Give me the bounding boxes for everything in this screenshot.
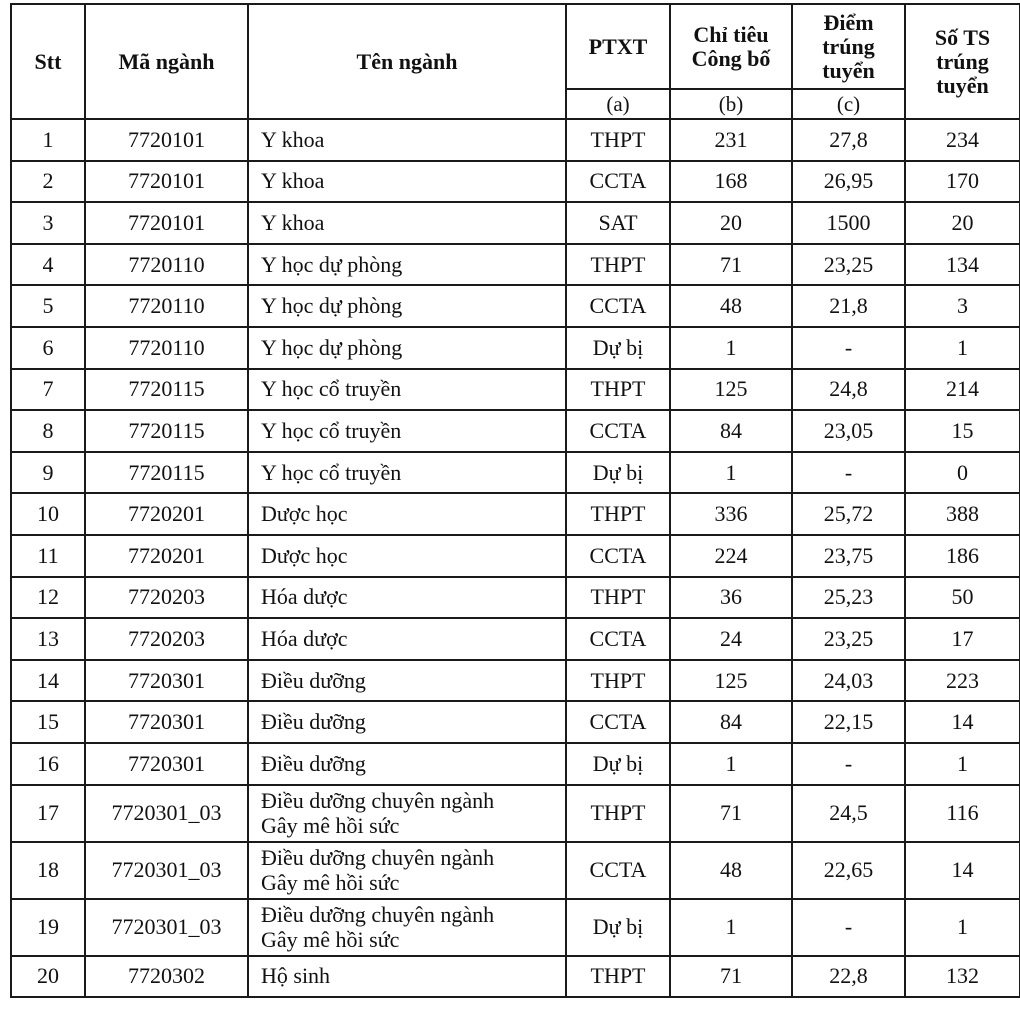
table-row bbox=[11, 743, 1020, 785]
cell-ten-nganh-line1: Điều dưỡng chuyên ngành bbox=[261, 845, 495, 870]
cell-chi-tieu: 84 bbox=[670, 701, 792, 743]
header-so-ts bbox=[905, 4, 1020, 119]
cell-so-ts: 214 bbox=[905, 369, 1020, 411]
header-diem-line2: trúng bbox=[822, 33, 875, 59]
cell-diem: 23,05 bbox=[792, 410, 905, 452]
header-chi-tieu bbox=[670, 4, 792, 89]
cell-ten-nganh: Điều dưỡng bbox=[248, 660, 566, 702]
cell-ten-nganh: Hóa dược bbox=[248, 577, 566, 619]
cell-ma-nganh: 7720115 bbox=[85, 410, 248, 452]
cell-chi-tieu: 231 bbox=[670, 119, 792, 161]
cell-diem: - bbox=[792, 743, 905, 785]
cell-ma-nganh: 7720101 bbox=[85, 161, 248, 203]
cell-ten-nganh-line2: Gây mê hồi sức bbox=[261, 813, 400, 838]
cell-diem: 23,25 bbox=[792, 618, 905, 660]
cell-stt: 20 bbox=[11, 956, 85, 998]
cell-ma-nganh: 7720115 bbox=[85, 452, 248, 494]
cell-stt: 19 bbox=[11, 899, 85, 956]
cell-ten-nganh: Dược học bbox=[248, 535, 566, 577]
cell-so-ts: 170 bbox=[905, 161, 1020, 203]
cell-diem: 21,8 bbox=[792, 285, 905, 327]
cell-so-ts: 20 bbox=[905, 202, 1020, 244]
header-so-ts-line3: tuyển bbox=[936, 72, 989, 98]
cell-ten-nganh: Y khoa bbox=[248, 202, 566, 244]
header-sub-b: (b) bbox=[670, 89, 792, 119]
header-row bbox=[11, 4, 1020, 89]
cell-ten-nganh-line2: Gây mê hồi sức bbox=[261, 870, 400, 895]
cell-ptxt: Dự bị bbox=[566, 743, 670, 785]
cell-ma-nganh: 7720201 bbox=[85, 493, 248, 535]
cell-chi-tieu: 1 bbox=[670, 327, 792, 369]
cell-chi-tieu: 168 bbox=[670, 161, 792, 203]
cell-stt: 17 bbox=[11, 785, 85, 842]
cell-chi-tieu: 125 bbox=[670, 660, 792, 702]
cell-diem: - bbox=[792, 452, 905, 494]
cell-chi-tieu: 24 bbox=[670, 618, 792, 660]
table-row bbox=[11, 899, 1020, 956]
cell-diem: 1500 bbox=[792, 202, 905, 244]
cell-stt: 16 bbox=[11, 743, 85, 785]
cell-ma-nganh: 7720203 bbox=[85, 577, 248, 619]
cell-ma-nganh: 7720301 bbox=[85, 743, 248, 785]
cell-ten-nganh bbox=[248, 899, 566, 956]
cell-ma-nganh: 7720110 bbox=[85, 244, 248, 286]
cell-ten-nganh-line1: Điều dưỡng chuyên ngành bbox=[261, 788, 495, 813]
cell-ptxt: THPT bbox=[566, 119, 670, 161]
cell-chi-tieu: 48 bbox=[670, 285, 792, 327]
cell-diem: 23,75 bbox=[792, 535, 905, 577]
cell-ptxt: THPT bbox=[566, 660, 670, 702]
cell-so-ts: 223 bbox=[905, 660, 1020, 702]
table-row bbox=[11, 452, 1020, 494]
cell-ten-nganh: Y học dự phòng bbox=[248, 244, 566, 286]
cell-chi-tieu: 71 bbox=[670, 785, 792, 842]
cell-ma-nganh: 7720115 bbox=[85, 369, 248, 411]
cell-stt: 18 bbox=[11, 842, 85, 899]
cell-ptxt: Dự bị bbox=[566, 452, 670, 494]
cell-diem: 24,5 bbox=[792, 785, 905, 842]
header-diem-line1: Điểm bbox=[823, 9, 874, 35]
cell-ma-nganh: 7720301 bbox=[85, 701, 248, 743]
cell-ma-nganh: 7720301 bbox=[85, 660, 248, 702]
cell-so-ts: 116 bbox=[905, 785, 1020, 842]
cell-stt: 13 bbox=[11, 618, 85, 660]
cell-so-ts: 1 bbox=[905, 899, 1020, 956]
table-row bbox=[11, 202, 1020, 244]
cell-ptxt: THPT bbox=[566, 956, 670, 998]
cell-chi-tieu: 1 bbox=[670, 743, 792, 785]
cell-chi-tieu: 84 bbox=[670, 410, 792, 452]
cell-ten-nganh: Điều dưỡng bbox=[248, 743, 566, 785]
cell-ptxt: CCTA bbox=[566, 618, 670, 660]
cell-chi-tieu: 71 bbox=[670, 956, 792, 998]
cell-ten-nganh: Y khoa bbox=[248, 119, 566, 161]
cell-diem: 27,8 bbox=[792, 119, 905, 161]
cell-ma-nganh: 7720110 bbox=[85, 327, 248, 369]
cell-ma-nganh: 7720110 bbox=[85, 285, 248, 327]
cell-diem: 25,23 bbox=[792, 577, 905, 619]
cell-so-ts: 15 bbox=[905, 410, 1020, 452]
cell-stt: 14 bbox=[11, 660, 85, 702]
cell-ptxt: SAT bbox=[566, 202, 670, 244]
cell-diem: 24,03 bbox=[792, 660, 905, 702]
table-row bbox=[11, 577, 1020, 619]
cell-stt: 11 bbox=[11, 535, 85, 577]
cell-chi-tieu: 125 bbox=[670, 369, 792, 411]
cell-chi-tieu: 224 bbox=[670, 535, 792, 577]
cell-ptxt: Dự bị bbox=[566, 899, 670, 956]
cell-ten-nganh: Điều dưỡng bbox=[248, 701, 566, 743]
cell-ten-nganh: Y học dự phòng bbox=[248, 285, 566, 327]
header-chi-tieu-line1: Chỉ tiêu bbox=[693, 21, 769, 47]
cell-so-ts: 3 bbox=[905, 285, 1020, 327]
cell-stt: 12 bbox=[11, 577, 85, 619]
cell-so-ts: 50 bbox=[905, 577, 1020, 619]
header-so-ts-line1: Số TS bbox=[934, 24, 991, 50]
cell-chi-tieu: 1 bbox=[670, 452, 792, 494]
cell-so-ts: 0 bbox=[905, 452, 1020, 494]
cell-so-ts: 14 bbox=[905, 701, 1020, 743]
cell-diem: 23,25 bbox=[792, 244, 905, 286]
cell-so-ts: 1 bbox=[905, 743, 1020, 785]
header-chi-tieu-line2: Công bố bbox=[691, 45, 771, 71]
cell-chi-tieu: 71 bbox=[670, 244, 792, 286]
cell-ten-nganh: Y học dự phòng bbox=[248, 327, 566, 369]
cell-ten-nganh: Y học cổ truyền bbox=[248, 369, 566, 411]
cell-stt: 15 bbox=[11, 701, 85, 743]
header-so-ts-line2: trúng bbox=[936, 48, 989, 74]
header-diem bbox=[792, 4, 905, 89]
header-ma-nganh: Mã ngành bbox=[85, 4, 248, 119]
cell-stt: 1 bbox=[11, 119, 85, 161]
cell-chi-tieu: 20 bbox=[670, 202, 792, 244]
cell-ma-nganh: 7720201 bbox=[85, 535, 248, 577]
cell-so-ts: 388 bbox=[905, 493, 1020, 535]
cell-ma-nganh: 7720203 bbox=[85, 618, 248, 660]
cell-stt: 5 bbox=[11, 285, 85, 327]
cell-so-ts: 234 bbox=[905, 119, 1020, 161]
cell-ma-nganh: 7720301_03 bbox=[85, 899, 248, 956]
cell-stt: 2 bbox=[11, 161, 85, 203]
cell-ten-nganh: Hóa dược bbox=[248, 618, 566, 660]
table-row bbox=[11, 493, 1020, 535]
table-row bbox=[11, 701, 1020, 743]
cell-so-ts: 134 bbox=[905, 244, 1020, 286]
cell-diem: 22,65 bbox=[792, 842, 905, 899]
cell-ptxt: Dự bị bbox=[566, 327, 670, 369]
cell-stt: 8 bbox=[11, 410, 85, 452]
cell-ptxt: CCTA bbox=[566, 285, 670, 327]
cell-chi-tieu: 36 bbox=[670, 577, 792, 619]
cell-ma-nganh: 7720301_03 bbox=[85, 785, 248, 842]
cell-ptxt: THPT bbox=[566, 369, 670, 411]
table-row bbox=[11, 618, 1020, 660]
cell-chi-tieu: 48 bbox=[670, 842, 792, 899]
cell-stt: 7 bbox=[11, 369, 85, 411]
cell-ma-nganh: 7720302 bbox=[85, 956, 248, 998]
cell-ten-nganh: Y học cổ truyền bbox=[248, 410, 566, 452]
header-stt: Stt bbox=[11, 4, 85, 119]
cell-stt: 9 bbox=[11, 452, 85, 494]
cell-ten-nganh: Y khoa bbox=[248, 161, 566, 203]
cell-ptxt: THPT bbox=[566, 493, 670, 535]
cell-diem: 26,95 bbox=[792, 161, 905, 203]
cell-ptxt: CCTA bbox=[566, 410, 670, 452]
admission-results-table bbox=[10, 3, 1020, 998]
cell-ptxt: CCTA bbox=[566, 535, 670, 577]
cell-chi-tieu: 1 bbox=[670, 899, 792, 956]
cell-ma-nganh: 7720101 bbox=[85, 119, 248, 161]
header-sub-c: (c) bbox=[792, 89, 905, 119]
table-row bbox=[11, 119, 1020, 161]
cell-so-ts: 186 bbox=[905, 535, 1020, 577]
cell-ten-nganh-line2: Gây mê hồi sức bbox=[261, 927, 400, 952]
table-row bbox=[11, 410, 1020, 452]
cell-diem: 24,8 bbox=[792, 369, 905, 411]
cell-ten-nganh bbox=[248, 785, 566, 842]
table-row bbox=[11, 161, 1020, 203]
cell-so-ts: 1 bbox=[905, 327, 1020, 369]
cell-ten-nganh-line1: Điều dưỡng chuyên ngành bbox=[261, 902, 495, 927]
cell-ptxt: CCTA bbox=[566, 161, 670, 203]
cell-ten-nganh bbox=[248, 842, 566, 899]
cell-diem: 22,8 bbox=[792, 956, 905, 998]
cell-diem: - bbox=[792, 327, 905, 369]
cell-ptxt: THPT bbox=[566, 577, 670, 619]
cell-diem: - bbox=[792, 899, 905, 956]
table-row bbox=[11, 285, 1020, 327]
header-sub-a: (a) bbox=[566, 89, 670, 119]
table-row bbox=[11, 660, 1020, 702]
table-row bbox=[11, 535, 1020, 577]
header-ten-nganh: Tên ngành bbox=[248, 4, 566, 119]
table-row bbox=[11, 244, 1020, 286]
header-diem-line3: tuyển bbox=[822, 57, 875, 83]
cell-so-ts: 14 bbox=[905, 842, 1020, 899]
cell-ten-nganh: Y học cổ truyền bbox=[248, 452, 566, 494]
cell-ten-nganh: Dược học bbox=[248, 493, 566, 535]
cell-ma-nganh: 7720101 bbox=[85, 202, 248, 244]
cell-stt: 10 bbox=[11, 493, 85, 535]
cell-ptxt: CCTA bbox=[566, 842, 670, 899]
table-row bbox=[11, 369, 1020, 411]
cell-stt: 6 bbox=[11, 327, 85, 369]
header-ptxt: PTXT bbox=[566, 4, 670, 89]
cell-ptxt: CCTA bbox=[566, 701, 670, 743]
cell-ten-nganh: Hộ sinh bbox=[248, 956, 566, 998]
table-row bbox=[11, 327, 1020, 369]
cell-stt: 4 bbox=[11, 244, 85, 286]
cell-ptxt: THPT bbox=[566, 785, 670, 842]
table-row bbox=[11, 842, 1020, 899]
cell-chi-tieu: 336 bbox=[670, 493, 792, 535]
table-row bbox=[11, 785, 1020, 842]
table-row bbox=[11, 956, 1020, 998]
cell-diem: 22,15 bbox=[792, 701, 905, 743]
cell-diem: 25,72 bbox=[792, 493, 905, 535]
cell-stt: 3 bbox=[11, 202, 85, 244]
cell-ptxt: THPT bbox=[566, 244, 670, 286]
cell-ma-nganh: 7720301_03 bbox=[85, 842, 248, 899]
cell-so-ts: 17 bbox=[905, 618, 1020, 660]
cell-so-ts: 132 bbox=[905, 956, 1020, 998]
